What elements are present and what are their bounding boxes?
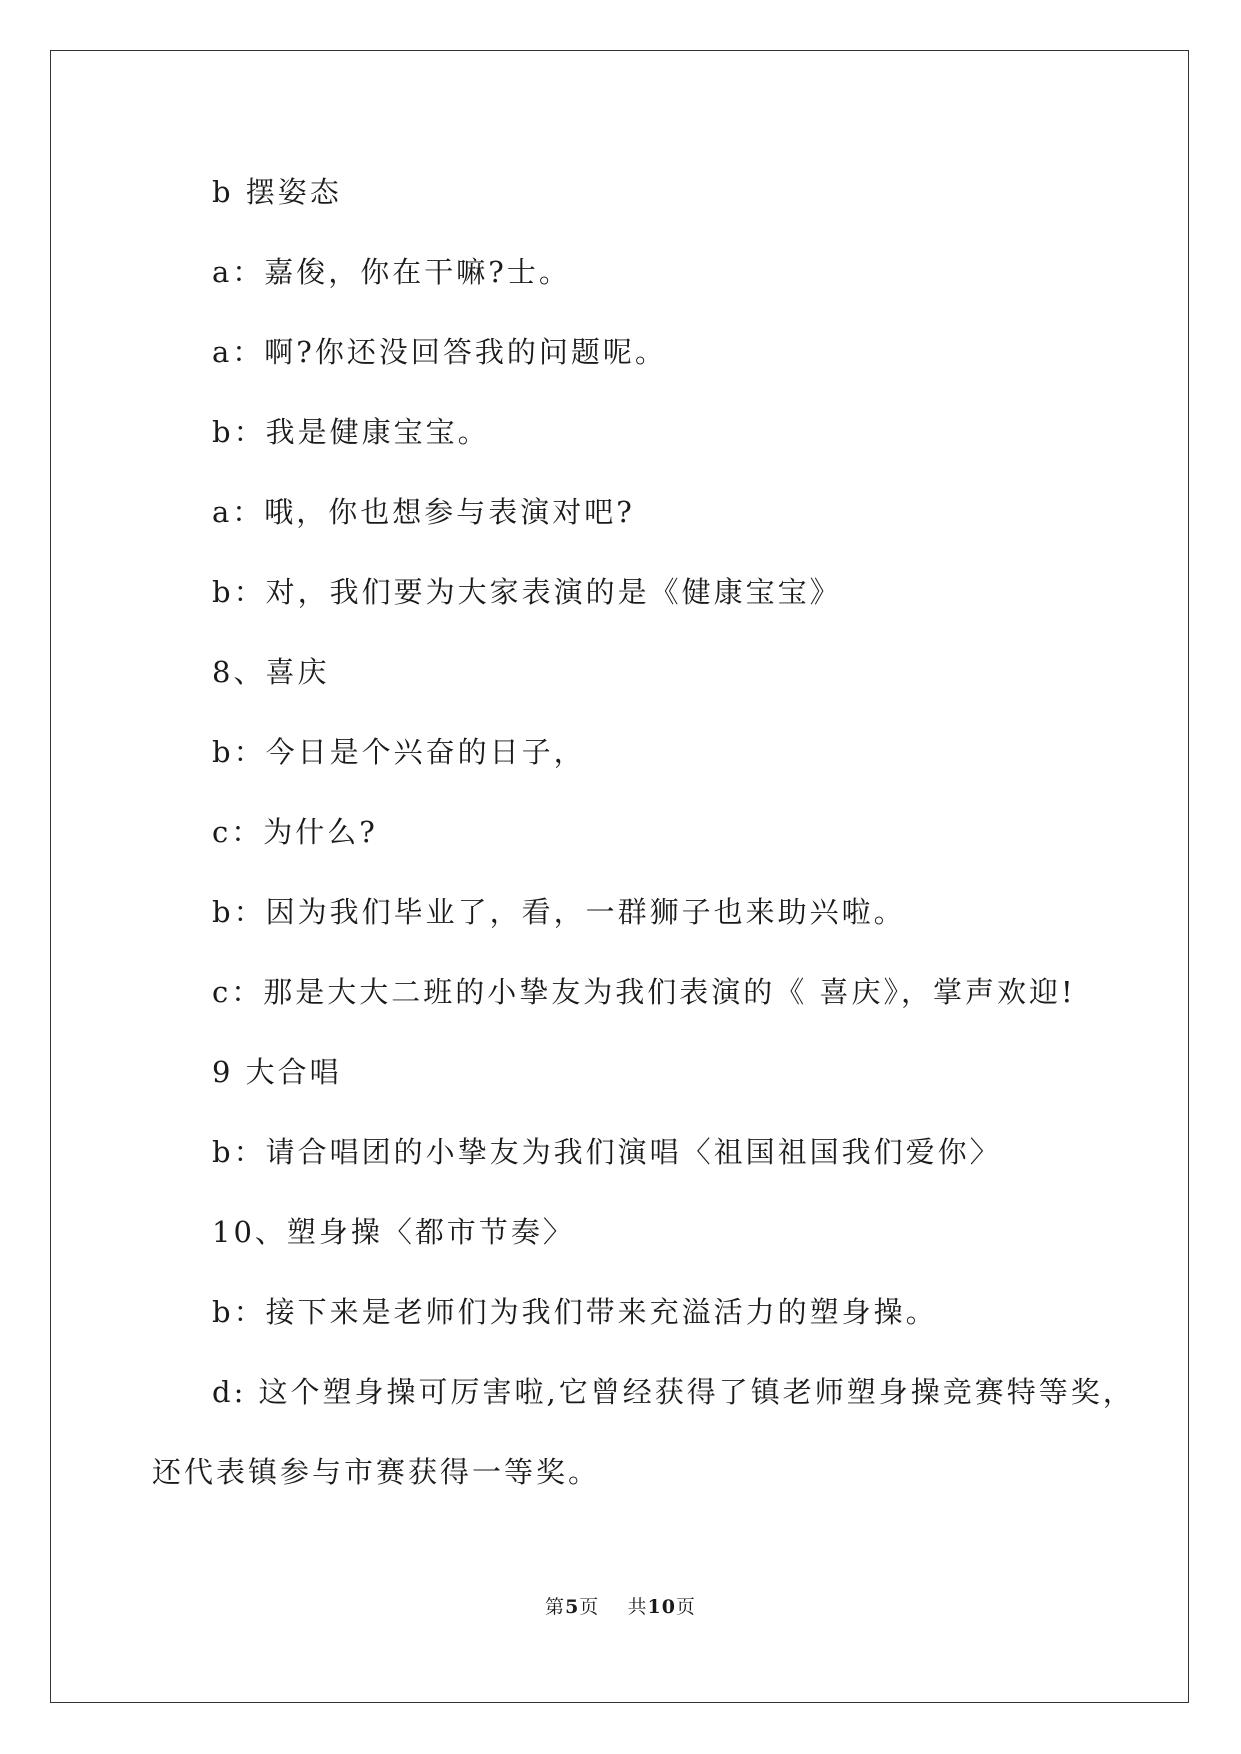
text-line: a：啊?你还没回答我的问题呢。 (212, 335, 667, 369)
text-line: b：因为我们毕业了，看，一群狮子也来助兴啦。 (212, 895, 906, 929)
text-line: b：今日是个兴奋的日子， (212, 735, 586, 769)
text-line: a：哦，你也想参与表演对吧? (212, 495, 635, 529)
section-heading: 10、塑身操〈都市节奏〉 (212, 1215, 575, 1249)
text-line: b 摆姿态 (212, 175, 342, 209)
page-footer (0, 1592, 1241, 1619)
text-line: b：接下来是老师们为我们带来充溢活力的塑身操。 (212, 1295, 938, 1329)
footer-suffix: 页 (675, 1596, 696, 1618)
total-page-number: 10 (647, 1596, 676, 1618)
text-line: b：我是健康宝宝。 (212, 415, 490, 449)
text-line: c：那是大大二班的小挚友为我们表演的《 喜庆》，掌声欢迎! (212, 975, 1076, 1009)
text-line: b：请合唱团的小挚友为我们演唱〈祖国祖国我们爱你〉 (212, 1135, 1002, 1169)
text-line-continuation: 还代表镇参与市赛获得一等奖。 (152, 1455, 601, 1489)
current-page-number: 5 (565, 1596, 580, 1618)
text-line: c：为什么? (212, 815, 378, 849)
footer-prefix: 第 (545, 1596, 566, 1618)
text-line: d: 这个塑身操可厉害啦,它曾经获得了镇老师塑身操竞赛特等奖， (212, 1375, 1135, 1409)
text-line: a：嘉俊，你在干嘛?士。 (212, 255, 571, 289)
section-heading: 8、喜庆 (212, 655, 330, 689)
text-line: b：对，我们要为大家表演的是《健康宝宝》 (212, 575, 842, 609)
footer-mid: 页 共 (579, 1596, 648, 1618)
section-heading: 9 大合唱 (212, 1055, 342, 1089)
